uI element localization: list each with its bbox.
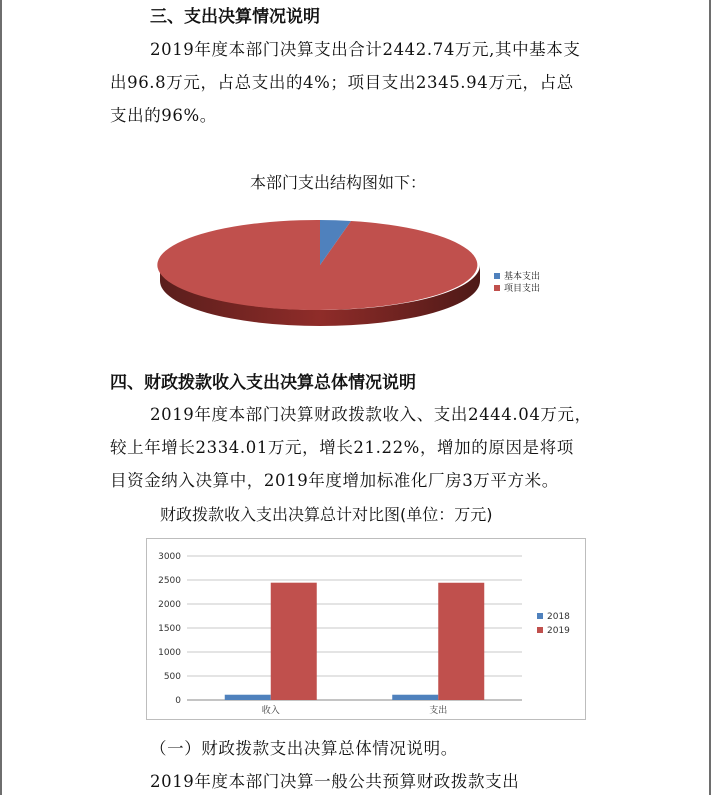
x-tick-label: 支出 — [429, 706, 448, 716]
y-tick-label: 1500 — [158, 624, 181, 634]
page-edge-left — [0, 0, 2, 795]
section4-line-3: 目资金纳入决算中，2019年度增加标准化厂房3万平方米。 — [110, 471, 559, 490]
y-tick-label: 1000 — [158, 648, 181, 658]
section3-line-3: 支出的96%。 — [110, 106, 217, 125]
pie-chart-caption: 本部门支出结构图如下： — [250, 173, 427, 192]
bar-2018-收入 — [225, 695, 271, 700]
section4-line-1: 2019年度本部门决算财政拨款收入、支出2444.04万元， — [150, 405, 592, 424]
x-tick-label: 收入 — [261, 706, 280, 716]
bar-2019-收入 — [271, 583, 317, 700]
section3-line-1: 2019年度本部门决算支出合计2442.74万元,其中基本支 — [150, 40, 581, 59]
section4-line-2: 较上年增长2334.01万元，增长21.22%，增加的原因是将项 — [110, 438, 574, 457]
y-tick-label: 500 — [163, 672, 181, 682]
subsection-heading: （一）财政拨款支出决算总体情况说明。 — [150, 739, 458, 758]
pie-legend-project — [494, 281, 540, 294]
pie-slice-project — [157, 220, 477, 310]
bar-chart-frame — [146, 538, 586, 720]
legend-swatch-2019 — [537, 627, 543, 633]
pie-legend-project-swatch — [494, 285, 500, 291]
bar-2018-支出 — [392, 695, 438, 700]
pie-legend-basic-swatch — [494, 273, 500, 279]
legend-label-2018: 2018 — [547, 612, 570, 622]
y-tick-label: 2500 — [158, 576, 181, 586]
y-tick-label: 3000 — [158, 552, 181, 562]
y-tick-label: 0 — [175, 696, 181, 706]
legend-label-2019: 2019 — [547, 626, 570, 636]
subsection-line-1: 2019年度本部门决算一般公共预算财政拨款支出 — [150, 772, 520, 791]
pie-legend-project-label: 项目支出 — [504, 284, 541, 294]
y-tick-label: 2000 — [158, 600, 181, 610]
section4-heading: 四、财政拨款收入支出决算总体情况说明 — [110, 373, 416, 393]
legend-swatch-2018 — [537, 613, 543, 619]
pie-legend-basic-label: 基本支出 — [504, 272, 541, 282]
bar-chart-caption: 财政拨款收入支出决算总计对比图(单位：万元) — [160, 505, 493, 524]
pie-chart — [150, 215, 490, 335]
bar-2019-支出 — [438, 583, 484, 700]
section3-line-2: 出96.8万元，占总支出的4%；项目支出2345.94万元，占总 — [110, 73, 574, 92]
bar-chart — [147, 539, 585, 719]
section3-heading: 三、支出决算情况说明 — [150, 7, 320, 27]
